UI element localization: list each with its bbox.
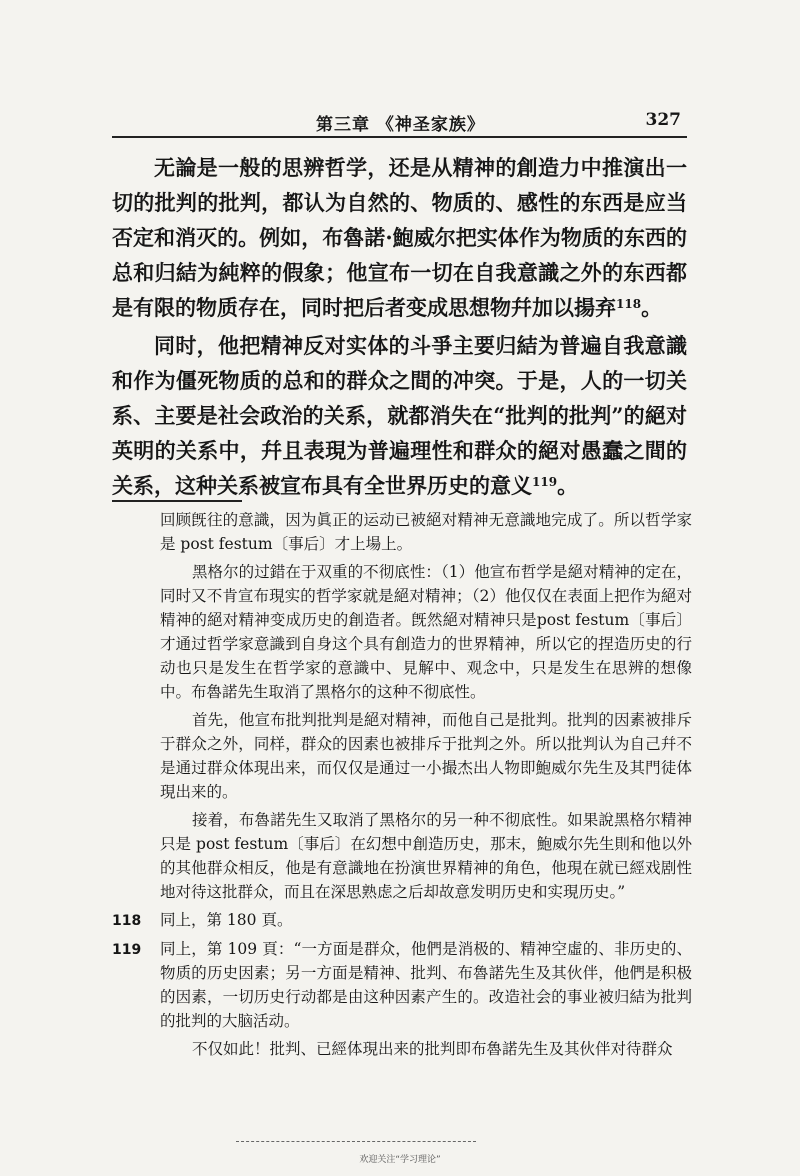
note-cont-3: 首先，他宣布批判批判是絕对精神，而他自己是批判。批判的因素被排斥于群众之外，同样，群众的因素也被排斥于批判之外。所以批判认为自己幷不是通过群众体現出来，而仅仅是通过一小撮杰出人物即鮑威尔先生及其門徒体現出来的。 [160, 711, 692, 801]
chapter-title: 第三章 《神圣家族》 [316, 115, 485, 135]
note-cont-2: 黑格尔的过錯在于双重的不彻底性：（1）他宣布哲学是絕对精神的定在，同时又不肯宣布現实的哲学家就是絕对精神；（2）他仅仅在表面上把作为絕对精神的絕对精神变成历史的創造者。旣然絕对精神只是post festum〔事后〕才通过哲学家意識到自身这个具有創造力的世界精神，所以它的捏造历史的行动也只是发生在哲学家的意識中、見解中、观念中，只是发生在思辨的想像中。布魯諾先生取消了黑格尔的这种不彻底性。 [160, 563, 692, 701]
paragraph-2 [112, 328, 687, 503]
footnote-ref-119: 119 [532, 475, 558, 489]
footer-divider [236, 1141, 476, 1142]
paragraph-1-end: 。 [641, 295, 663, 320]
footnote-separator [112, 500, 242, 502]
footnotes [112, 508, 692, 1065]
page-number: 327 [645, 110, 681, 130]
paragraph-1 [112, 150, 687, 325]
footnote-119-number: 119 [112, 942, 142, 958]
footnote-118-text: 同上，第 180 頁。 [160, 911, 293, 929]
footnote-118-number: 118 [112, 913, 142, 929]
footnote-119 [112, 937, 692, 1061]
footnote-118 [112, 908, 692, 933]
paragraph-1-text: 无論是一般的思辨哲学，还是从精神的創造力中推演出一切的批判的批判，都认为自然的、物质的、感性的东西是应当否定和消灭的。例如，布魯諾·鮑威尔把实体作为物质的东西的总和归結为純粹的假象；他宣布一切在自我意識之外的东西都是有限的物质存在，同时把后者变成思想物幷加以揚弃 [112, 155, 687, 320]
note-cont-1: 回顾旣往的意識，因为眞正的运动已被絕对精神无意識地完成了。所以哲学家是 post festum〔事后〕才上場上。 [160, 511, 692, 553]
footnote-119-continuation: 不仅如此！批判、已經体現出来的批判即布魯諾先生及其伙伴对待群众 [192, 1040, 673, 1058]
running-header [112, 108, 687, 138]
footnote-continuation [160, 508, 692, 904]
paragraph-2-text: 同时，他把精神反对实体的斗爭主要归結为普遍自我意識和作为僵死物质的总和的群众之間的冲突。于是，人的一切关系、主要是社会政治的关系，就都消失在“批判的批判”的絕对英明的关系中，幷且表現为普遍理性和群众的絕对愚蠢之間的关系，这种关系被宣布具有全世界历史的意义 [112, 333, 687, 498]
main-text [112, 150, 687, 503]
footnote-119-body [160, 937, 692, 1061]
footer-watermark: 欢迎关注“学习理论” [359, 1155, 441, 1165]
footnote-ref-118: 118 [616, 297, 642, 311]
footnote-119-text: 同上，第 109 頁：“一方面是群众，他們是消极的、精神空虛的、非历史的、物质的历史因素；另一方面是精神、批判、布魯諾先生及其伙伴，他們是积极的因素，一切历史行动都是由这种因素产生的。改造社会的事业被归結为批判的批判的大脑活动。 [160, 940, 692, 1030]
paragraph-2-end: 。 [557, 473, 579, 498]
note-cont-4: 接着，布魯諾先生又取消了黑格尔的另一种不彻底性。如果說黑格尔精神只是 post festum〔事后〕在幻想中創造历史，那末，鮑威尔先生則和他以外的其他群众相反，他是有意識地在扮演世界精神的角色，他現在就已經戏剧性地对待这批群众，而且在深思熟虑之后却故意发明历史和实現历史。” [160, 811, 692, 901]
